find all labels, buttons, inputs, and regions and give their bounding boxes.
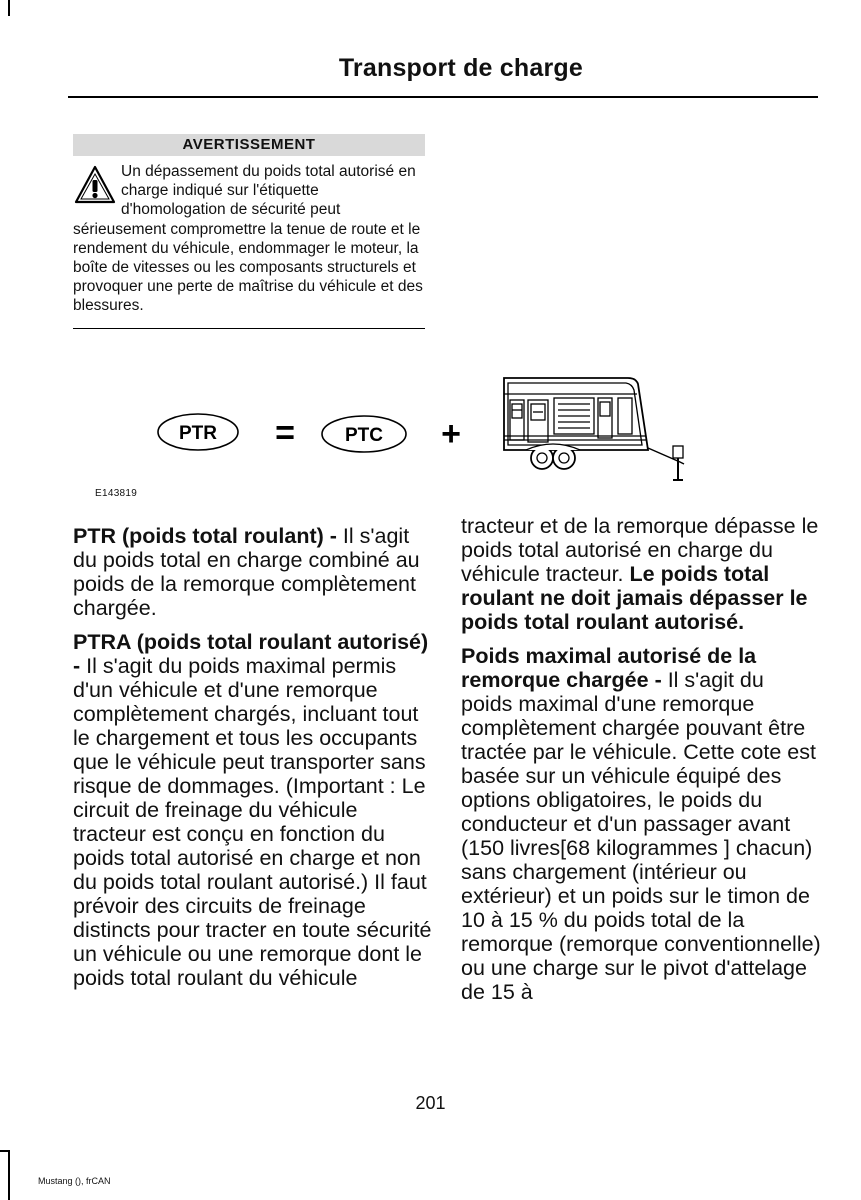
ptra-continuation-text: tracteur et de la remorque dépasse le poids total autorisé en charge du véhicule tracteur. — [461, 514, 819, 586]
ptra-continuation — [461, 514, 821, 634]
right-column — [461, 514, 821, 1014]
page-title: Transport de charge — [338, 54, 583, 82]
header-rule — [68, 96, 818, 98]
equals-sign: = — [275, 414, 295, 452]
warning-text: Un dépassement du poids total autorisé en charge indiqué sur l'étiquette d'homologation de sécurité peut sérieusement compromettre la tenue de route et le rendement du véhicule, endommager le moteur, la boîte de vitesses ou les composants structurels et provoquer une perte de maîtrise du véhicule et des blessures. — [73, 163, 423, 315]
weight-diagram — [88, 360, 828, 510]
ptra-warning-bold: Le poids total roulant ne doit jamais dépasser le poids total roulant autorisé. — [461, 562, 808, 634]
warning-box — [73, 134, 425, 329]
trailer-illustration — [504, 378, 684, 480]
ptr-description: Il s'agit du poids total en charge combiné au poids de la remorque complètement chargée. — [73, 524, 420, 620]
plus-sign: + — [441, 415, 461, 453]
ptra-definition — [73, 630, 433, 990]
left-column — [73, 524, 433, 1000]
warning-heading: AVERTISSEMENT — [73, 134, 425, 156]
crop-mark-top — [8, 0, 10, 16]
warning-triangle-icon — [73, 164, 117, 206]
max-trailer-weight-term: Poids maximal autorisé de la remorque chargée - — [461, 644, 757, 692]
max-trailer-weight-definition — [461, 644, 821, 1004]
max-trailer-weight-description: Il s'agit du poids maximal d'une remorque complètement chargée pouvant être tractée par le véhicule. Cette cote est basée sur un véhicule équipé des options obligatoires, le poids du conducteur et d'un passager avant (150 livres[68 kilogrammes ] chacun) sans chargement (intérieur ou extérieur) et un poids sur le timon de 10 à 15 % du poids total de la remorque (remorque conventionnelle) ou une charge sur le pivot d'attelage de 15 à — [461, 668, 821, 1004]
crop-mark-bottom-vertical — [8, 1150, 10, 1200]
crop-mark-bottom-horizontal — [0, 1150, 10, 1152]
ptc-label: PTC — [345, 425, 383, 446]
ptra-term: PTRA (poids total roulant autorisé) - — [73, 630, 429, 678]
figure-code: E143819 — [95, 488, 138, 499]
ptr-term: PTR (poids total roulant) - — [73, 524, 337, 548]
ptr-definition — [73, 524, 433, 620]
ptr-label: PTR — [179, 423, 217, 444]
ptra-description: Il s'agit du poids maximal permis d'un véhicule et d'une remorque complètement chargés, incluant tout le chargement et tous les occupants que le véhicule peut transporter sans risque de dommages. (Important : Le circuit de freinage du véhicule tracteur est conçu en fonction du poids total autorisé en charge et non du poids total roulant autorisé.) Il faut prévoir des circuits de freinage distincts pour tracter en toute sécurité un véhicule ou une remorque dont le poids total roulant du véhicule — [73, 654, 432, 990]
page-number: 201 — [415, 1093, 446, 1113]
warning-body — [73, 156, 425, 329]
document-id: Mustang (), frCAN — [38, 1176, 111, 1186]
